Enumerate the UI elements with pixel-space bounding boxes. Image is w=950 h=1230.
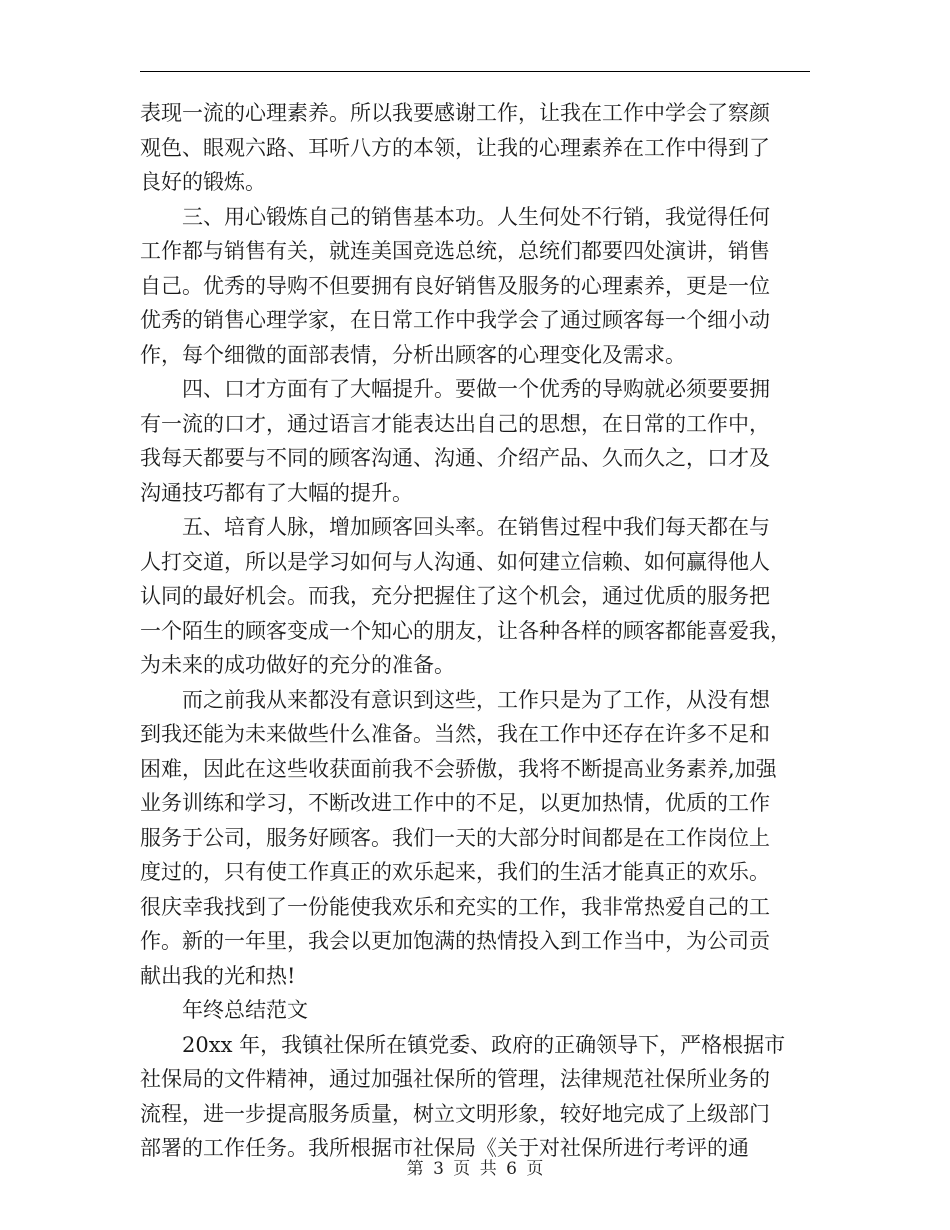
text-line: 献出我的光和热! xyxy=(140,963,296,988)
text-line: 流程，进一步提高服务质量，树立文明形象，较好地完成了上级部门 xyxy=(140,1101,770,1126)
paragraph-first-line: 而之前我从来都没有意识到这些，工作只是为了工作，从没有想 xyxy=(182,687,770,712)
text-line: 作。新的一年里，我会以更加饱满的热情投入到工作当中，为公司贡 xyxy=(140,929,770,953)
text-line: 表现一流的心理素养。所以我要感谢工作，让我在工作中学会了察颜 xyxy=(140,101,770,125)
paragraph-first-line: 三、用心锻炼自己的销售基本功。人生何处不行销，我觉得任何 xyxy=(182,204,770,229)
text-line: 到我还能为未来做些什么准备。当然，我在工作中还存在许多不足和 xyxy=(140,722,770,746)
text-line: 我每天都要与不同的顾客沟通、沟通、介绍产品、久而久之，口才及 xyxy=(140,446,770,470)
text-line: 良好的锻炼。 xyxy=(140,170,266,194)
text-line: 观色、眼观六路、耳听八方的本领，让我的心理素养在工作中得到了 xyxy=(140,135,770,160)
text-line: 社保局的文件精神，通过加强社保所的管理，法律规范社保所业务的 xyxy=(140,1067,770,1091)
text-line: 优秀的销售心理学家，在日常工作中我学会了通过顾客每一个细小动 xyxy=(140,308,770,332)
text-line: 为未来的成功做好的充分的准备。 xyxy=(140,653,455,677)
text-line: 服务于公司，服务好顾客。我们一天的大部分时间都是在工作岗位上 xyxy=(140,825,770,850)
text-line: 很庆幸我找到了一份能使我欢乐和充实的工作，我非常热爱自己的工 xyxy=(140,894,770,919)
text-line: 认同的最好机会。而我，充分把握住了这个机会，通过优质的服务把 xyxy=(140,584,770,608)
section-heading: 年终总结范文 xyxy=(182,998,308,1022)
text-line: 度过的，只有使工作真正的欢乐起来，我们的生活才能真正的欢乐。 xyxy=(140,860,770,884)
document-body xyxy=(140,96,810,1166)
text-line: 人打交道，所以是学习如何与人沟通、如何建立信赖、如何赢得他人 xyxy=(140,549,770,574)
header-rule xyxy=(140,71,810,72)
text-line: 业务训练和学习，不断改进工作中的不足，以更加热情，优质的工作 xyxy=(140,791,770,815)
paragraph-first-line: 20xx 年，我镇社保所在镇党委、政府的正确领导下，严格根据市 xyxy=(182,1032,786,1057)
paragraph-first-line: 四、口才方面有了大幅提升。要做一个优秀的导购就必须要要拥 xyxy=(182,377,770,401)
text-line: 作，每个细微的面部表情，分析出顾客的心理变化及需求。 xyxy=(140,342,686,367)
text-line: 沟通技巧都有了大幅的提升。 xyxy=(140,480,413,505)
text-line: 有一流的口才，通过语言才能表达出自己的思想，在日常的工作中， xyxy=(140,411,770,436)
text-line: 自己。优秀的导购不但要拥有良好销售及服务的心理素养，更是一位 xyxy=(140,273,770,298)
text-line: 部署的工作任务。我所根据市社保局《关于对社保所进行考评的通 xyxy=(140,1136,749,1160)
page-number-footer: 第 3 页 共 6 页 xyxy=(406,1159,544,1179)
paragraph-first-line: 五、培育人脉，增加顾客回头率。在销售过程中我们每天都在与 xyxy=(182,515,770,539)
text-line: 困难，因此在这些收获面前我不会骄傲，我将不断提高业务素养,加强 xyxy=(140,756,777,781)
text-line: 工作都与销售有关，就连美国竞选总统，总统们都要四处演讲，销售 xyxy=(140,239,770,263)
text-line: 一个陌生的顾客变成一个知心的朋友，让各种各样的顾客都能喜爱我， xyxy=(140,618,791,643)
